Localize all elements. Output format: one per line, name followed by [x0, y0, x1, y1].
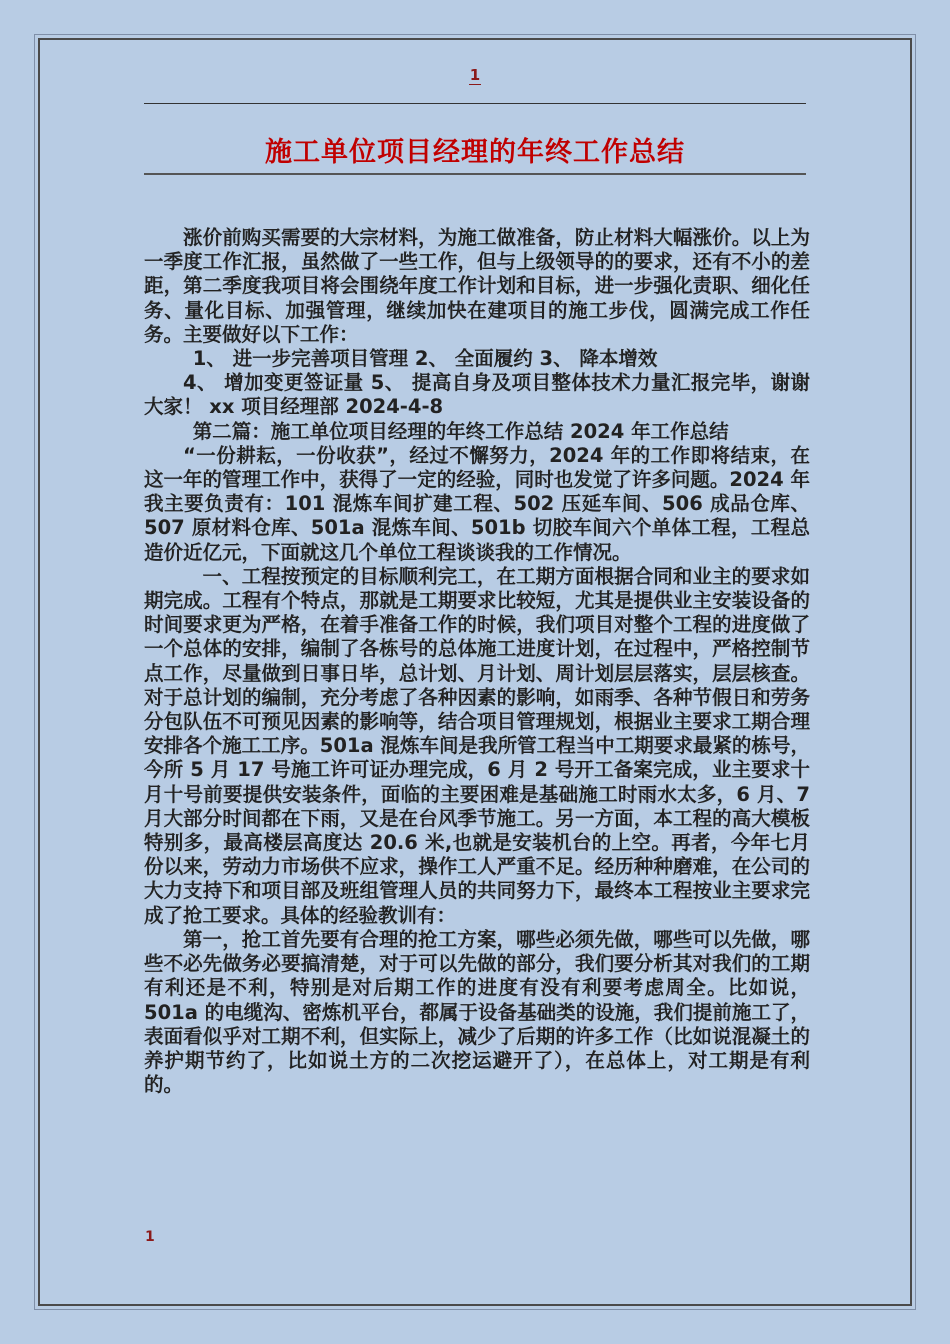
paragraph: 第二篇：施工单位项目经理的年终工作总结 2024 年工作总结	[192, 419, 729, 443]
title-divider	[144, 173, 806, 175]
paragraph: 第一，抢工首先要有合理的抢工方案，哪些必须先做，哪些可以先做，哪些不必先做务必要搞清楚，对于可以先做的部分，我们要分析其对我们的工期有利还是不利，特别是对后期工作的进度有没有利要考虑周全。比如说，501a 的电缆沟、密炼机平台，都属于设备基础类的设施，我们提前施工了，表面看似乎对工期不利，但实际上，减少了后期的许多工作（比如说混凝土的养护期节约了，比如说土方的二次挖运避开了），在总体上，对工期是有利的。	[144, 927, 810, 1097]
paragraph: 一、工程按预定的目标顺利完工，在工期方面根据合同和业主的要求如期完成。工程有个特点，那就是工期要求比较短，尤其是提供业主安装设备的时间要求更为严格，在着手准备工作的时候，我们项目对整个工程的进度做了一个总体的安排，编制了各栋号的总体施工进度计划，在过程中，严格控制节点工作，尽量做到日事日毕，总计划、月计划、周计划层层落实，层层核查。对于总计划的编制，充分考虑了各种因素的影响，如雨季、各种节假日和劳务分包队伍不可预见因素的影响等，结合项目管理规划，根据业主要求工期合理安排各个施工工序。501a 混炼车间是我所管工程当中工期要求最紧的栋号，今所 5 月 17 号施工许可证办理完成，6 月 2 号开工备案完成，业主要求十月十号前要提供安装条件，面临的主要困难是基础施工时雨水太多，6 月、7 月大部分时间都在下雨，又是在台风季节施工。另一方面，本工程的高大模板特别多，最高楼层高度达 20.6 米,也就是安装机台的上空。再者，今年七月份以来，劳动力市场供不应求，操作工人严重不足。经历种种磨难，在公司的大力支持下和项目部及班组管理人员的共同努力下，最终本工程按业主要求完成了抢工要求。具体的经验教训有：	[144, 564, 810, 927]
paragraph: 涨价前购买需要的大宗材料，为施工做准备，防止材料大幅涨价。以上为一季度工作汇报，虽然做了一些工作，但与上级领导的的要求，还有不小的差距，第二季度我项目将会围绕年度工作计划和目标，进一步强化责职、细化任务、量化目标、加强管理，继续加快在建项目的施工步伐，圆满完成工作任务。主要做好以下工作：	[144, 226, 810, 346]
footer-page-number: 1	[145, 1229, 155, 1245]
header-divider	[144, 103, 806, 104]
paragraph: 1、 进一步完善项目管理 2、 全面履约 3、 降本增效	[192, 347, 658, 371]
paragraph: 4、 增加变更签证量 5、 提高自身及项目整体技术力量汇报完毕，谢谢大家！ xx 项目经理部 2024-4-8	[144, 371, 810, 419]
document-title: 施工单位项目经理的年终工作总结	[265, 137, 685, 168]
document-body	[144, 226, 810, 1097]
paragraph: “一份耕耘，一份收获”，经过不懈努力，2024 年的工作即将结束，在这一年的管理工作中，获得了一定的经验，同时也发觉了许多问题。2024 年我主要负责有：101 混炼车间扩建工程、502 压延车间、506 成品仓库、507 原材料仓库、501a 混炼车间、501b 切胶车间六个单体工程，工程总造价近亿元，下面就这几个单位工程谈谈我的工作情况。	[144, 443, 810, 564]
header-page-number: 1	[469, 66, 481, 84]
